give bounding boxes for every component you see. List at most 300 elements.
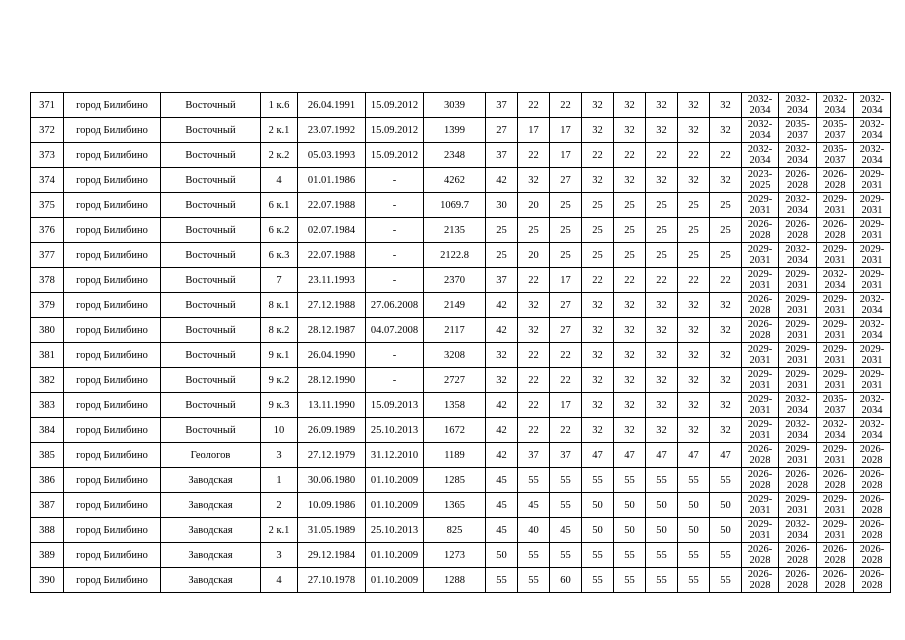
commission-date-cell: 23.07.1992 — [298, 118, 366, 143]
area-cell: 1365 — [424, 493, 486, 518]
area-cell: 3208 — [424, 343, 486, 368]
house-number-cell: 9 к.2 — [261, 368, 298, 393]
commission-date-cell: 22.07.1988 — [298, 243, 366, 268]
row-number-cell: 380 — [31, 318, 64, 343]
wear-value-cell: 42 — [486, 318, 518, 343]
repair-date-cell: - — [366, 168, 424, 193]
repair-period-cell: 2035-2037 — [817, 118, 854, 143]
wear-value-cell: 32 — [710, 368, 742, 393]
wear-value-cell: 50 — [678, 493, 710, 518]
wear-value-cell: 22 — [518, 418, 550, 443]
repair-period-cell: 2032-2034 — [779, 193, 817, 218]
repair-period-cell: 2029-2031 — [817, 443, 854, 468]
wear-value-cell: 50 — [486, 543, 518, 568]
repair-period-cell: 2029-2031 — [854, 368, 891, 393]
wear-value-cell: 22 — [582, 143, 614, 168]
wear-value-cell: 47 — [582, 443, 614, 468]
repair-period-cell: 2026-2028 — [742, 543, 779, 568]
wear-value-cell: 32 — [614, 343, 646, 368]
wear-value-cell: 37 — [486, 93, 518, 118]
wear-value-cell: 32 — [582, 93, 614, 118]
repair-period-cell: 2032-2034 — [779, 93, 817, 118]
wear-value-cell: 42 — [486, 168, 518, 193]
repair-period-cell: 2032-2034 — [779, 418, 817, 443]
city-cell: город Билибино — [64, 93, 161, 118]
row-number-cell: 386 — [31, 468, 64, 493]
wear-value-cell: 22 — [550, 343, 582, 368]
wear-value-cell: 32 — [678, 118, 710, 143]
wear-value-cell: 27 — [550, 293, 582, 318]
row-number-cell: 390 — [31, 568, 64, 593]
repair-period-cell: 2029-2031 — [742, 368, 779, 393]
commission-date-cell: 30.06.1980 — [298, 468, 366, 493]
table-row — [31, 118, 891, 143]
house-number-cell: 2 к.1 — [261, 118, 298, 143]
repair-period-cell: 2026-2028 — [817, 468, 854, 493]
wear-value-cell: 32 — [582, 318, 614, 343]
wear-value-cell: 32 — [710, 318, 742, 343]
wear-value-cell: 25 — [646, 218, 678, 243]
repair-period-cell: 2032-2034 — [854, 293, 891, 318]
repair-period-cell: 2029-2031 — [742, 518, 779, 543]
repair-period-cell: 2029-2031 — [779, 293, 817, 318]
street-cell: Восточный — [161, 293, 261, 318]
repair-period-cell: 2029-2031 — [742, 393, 779, 418]
repair-period-cell: 2029-2031 — [854, 168, 891, 193]
repair-period-cell: 2026-2028 — [854, 493, 891, 518]
wear-value-cell: 22 — [518, 393, 550, 418]
repair-period-cell: 2029-2031 — [817, 518, 854, 543]
wear-value-cell: 45 — [486, 468, 518, 493]
repair-date-cell: - — [366, 218, 424, 243]
wear-value-cell: 32 — [518, 318, 550, 343]
wear-value-cell: 55 — [550, 493, 582, 518]
repair-date-cell: 25.10.2013 — [366, 418, 424, 443]
wear-value-cell: 32 — [582, 168, 614, 193]
house-number-cell: 10 — [261, 418, 298, 443]
wear-value-cell: 25 — [710, 218, 742, 243]
row-number-cell: 382 — [31, 368, 64, 393]
wear-value-cell: 45 — [486, 518, 518, 543]
wear-value-cell: 55 — [486, 568, 518, 593]
repair-period-cell: 2026-2028 — [779, 468, 817, 493]
wear-value-cell: 22 — [614, 268, 646, 293]
table-row — [31, 368, 891, 393]
wear-value-cell: 17 — [550, 393, 582, 418]
wear-value-cell: 20 — [518, 193, 550, 218]
street-cell: Восточный — [161, 143, 261, 168]
commission-date-cell: 27.12.1979 — [298, 443, 366, 468]
wear-value-cell: 32 — [582, 118, 614, 143]
wear-value-cell: 32 — [486, 368, 518, 393]
wear-value-cell: 32 — [646, 418, 678, 443]
row-number-cell: 378 — [31, 268, 64, 293]
street-cell: Заводская — [161, 568, 261, 593]
repair-period-cell: 2035-2037 — [817, 393, 854, 418]
wear-value-cell: 32 — [614, 118, 646, 143]
repair-period-cell: 2032-2034 — [854, 318, 891, 343]
wear-value-cell: 55 — [614, 543, 646, 568]
street-cell: Заводская — [161, 468, 261, 493]
wear-value-cell: 25 — [582, 243, 614, 268]
repair-period-cell: 2029-2031 — [742, 418, 779, 443]
city-cell: город Билибино — [64, 193, 161, 218]
house-number-cell: 9 к.3 — [261, 393, 298, 418]
repair-date-cell: 15.09.2013 — [366, 393, 424, 418]
street-cell: Заводская — [161, 518, 261, 543]
repair-period-cell: 2026-2028 — [779, 543, 817, 568]
city-cell: город Билибино — [64, 393, 161, 418]
wear-value-cell: 50 — [710, 493, 742, 518]
house-number-cell: 1 — [261, 468, 298, 493]
area-cell: 2122.8 — [424, 243, 486, 268]
repair-date-cell: 25.10.2013 — [366, 518, 424, 543]
wear-value-cell: 50 — [614, 518, 646, 543]
housing-repair-table — [30, 92, 891, 593]
row-number-cell: 376 — [31, 218, 64, 243]
repair-period-cell: 2032-2034 — [854, 118, 891, 143]
row-number-cell: 377 — [31, 243, 64, 268]
repair-period-cell: 2029-2031 — [779, 493, 817, 518]
wear-value-cell: 55 — [518, 468, 550, 493]
area-cell: 2135 — [424, 218, 486, 243]
city-cell: город Билибино — [64, 418, 161, 443]
repair-period-cell: 2029-2031 — [742, 193, 779, 218]
repair-period-cell: 2026-2028 — [742, 468, 779, 493]
wear-value-cell: 22 — [710, 268, 742, 293]
commission-date-cell: 01.01.1986 — [298, 168, 366, 193]
house-number-cell: 4 — [261, 568, 298, 593]
repair-period-cell: 2029-2031 — [854, 268, 891, 293]
wear-value-cell: 25 — [550, 243, 582, 268]
repair-period-cell: 2032-2034 — [854, 393, 891, 418]
wear-value-cell: 22 — [678, 143, 710, 168]
repair-date-cell: 31.12.2010 — [366, 443, 424, 468]
city-cell: город Билибино — [64, 568, 161, 593]
wear-value-cell: 32 — [678, 368, 710, 393]
commission-date-cell: 02.07.1984 — [298, 218, 366, 243]
repair-period-cell: 2029-2031 — [854, 243, 891, 268]
wear-value-cell: 50 — [710, 518, 742, 543]
area-cell: 2370 — [424, 268, 486, 293]
wear-value-cell: 55 — [678, 568, 710, 593]
row-number-cell: 389 — [31, 543, 64, 568]
wear-value-cell: 22 — [518, 143, 550, 168]
area-cell: 1273 — [424, 543, 486, 568]
wear-value-cell: 37 — [518, 443, 550, 468]
repair-date-cell: 01.10.2009 — [366, 468, 424, 493]
wear-value-cell: 32 — [518, 293, 550, 318]
wear-value-cell: 32 — [582, 293, 614, 318]
wear-value-cell: 25 — [614, 218, 646, 243]
wear-value-cell: 32 — [646, 343, 678, 368]
table-row — [31, 268, 891, 293]
wear-value-cell: 22 — [518, 343, 550, 368]
wear-value-cell: 32 — [646, 93, 678, 118]
wear-value-cell: 25 — [678, 218, 710, 243]
wear-value-cell: 42 — [486, 418, 518, 443]
city-cell: город Билибино — [64, 493, 161, 518]
wear-value-cell: 37 — [486, 143, 518, 168]
repair-period-cell: 2026-2028 — [854, 518, 891, 543]
repair-period-cell: 2032-2034 — [817, 268, 854, 293]
table-row — [31, 418, 891, 443]
commission-date-cell: 23.11.1993 — [298, 268, 366, 293]
wear-value-cell: 32 — [614, 93, 646, 118]
street-cell: Восточный — [161, 393, 261, 418]
repair-period-cell: 2032-2034 — [817, 93, 854, 118]
wear-value-cell: 42 — [486, 293, 518, 318]
wear-value-cell: 47 — [710, 443, 742, 468]
repair-date-cell: - — [366, 243, 424, 268]
wear-value-cell: 50 — [678, 518, 710, 543]
commission-date-cell: 13.11.1990 — [298, 393, 366, 418]
wear-value-cell: 32 — [710, 93, 742, 118]
wear-value-cell: 25 — [486, 218, 518, 243]
area-cell: 1672 — [424, 418, 486, 443]
repair-date-cell: 15.09.2012 — [366, 143, 424, 168]
wear-value-cell: 25 — [518, 218, 550, 243]
repair-date-cell: 01.10.2009 — [366, 543, 424, 568]
wear-value-cell: 32 — [646, 118, 678, 143]
house-number-cell: 2 — [261, 493, 298, 518]
house-number-cell: 6 к.2 — [261, 218, 298, 243]
wear-value-cell: 25 — [614, 243, 646, 268]
wear-value-cell: 55 — [582, 568, 614, 593]
wear-value-cell: 32 — [614, 293, 646, 318]
wear-value-cell: 22 — [646, 268, 678, 293]
table-row — [31, 443, 891, 468]
repair-date-cell: - — [366, 343, 424, 368]
repair-period-cell: 2026-2028 — [854, 443, 891, 468]
wear-value-cell: 32 — [646, 293, 678, 318]
wear-value-cell: 55 — [710, 468, 742, 493]
commission-date-cell: 26.04.1991 — [298, 93, 366, 118]
street-cell: Восточный — [161, 368, 261, 393]
house-number-cell: 6 к.1 — [261, 193, 298, 218]
table-row — [31, 243, 891, 268]
city-cell: город Билибино — [64, 543, 161, 568]
repair-period-cell: 2029-2031 — [817, 293, 854, 318]
wear-value-cell: 22 — [614, 143, 646, 168]
wear-value-cell: 22 — [678, 268, 710, 293]
repair-period-cell: 2029-2031 — [854, 193, 891, 218]
table-row — [31, 518, 891, 543]
street-cell: Заводская — [161, 543, 261, 568]
repair-period-cell: 2026-2028 — [854, 468, 891, 493]
house-number-cell: 6 к.3 — [261, 243, 298, 268]
wear-value-cell: 27 — [550, 168, 582, 193]
wear-value-cell: 55 — [646, 543, 678, 568]
repair-date-cell: 01.10.2009 — [366, 568, 424, 593]
house-number-cell: 1 к.6 — [261, 93, 298, 118]
wear-value-cell: 55 — [518, 568, 550, 593]
wear-value-cell: 47 — [646, 443, 678, 468]
repair-period-cell: 2029-2031 — [779, 318, 817, 343]
row-number-cell: 384 — [31, 418, 64, 443]
wear-value-cell: 32 — [614, 168, 646, 193]
table-row — [31, 493, 891, 518]
wear-value-cell: 25 — [550, 193, 582, 218]
city-cell: город Билибино — [64, 368, 161, 393]
city-cell: город Билибино — [64, 343, 161, 368]
wear-value-cell: 32 — [582, 418, 614, 443]
repair-period-cell: 2026-2028 — [779, 568, 817, 593]
table-row — [31, 168, 891, 193]
row-number-cell: 381 — [31, 343, 64, 368]
wear-value-cell: 27 — [486, 118, 518, 143]
wear-value-cell: 32 — [710, 293, 742, 318]
city-cell: город Билибино — [64, 268, 161, 293]
table-row — [31, 468, 891, 493]
wear-value-cell: 32 — [678, 393, 710, 418]
repair-period-cell: 2026-2028 — [854, 543, 891, 568]
wear-value-cell: 55 — [646, 468, 678, 493]
wear-value-cell: 32 — [678, 293, 710, 318]
wear-value-cell: 25 — [710, 243, 742, 268]
wear-value-cell: 25 — [486, 243, 518, 268]
wear-value-cell: 60 — [550, 568, 582, 593]
row-number-cell: 374 — [31, 168, 64, 193]
wear-value-cell: 55 — [582, 543, 614, 568]
repair-period-cell: 2029-2031 — [854, 218, 891, 243]
repair-date-cell: - — [366, 268, 424, 293]
repair-period-cell: 2029-2031 — [817, 493, 854, 518]
wear-value-cell: 17 — [550, 143, 582, 168]
city-cell: город Билибино — [64, 118, 161, 143]
repair-period-cell: 2029-2031 — [742, 243, 779, 268]
wear-value-cell: 37 — [550, 443, 582, 468]
wear-value-cell: 47 — [614, 443, 646, 468]
street-cell: Восточный — [161, 168, 261, 193]
repair-period-cell: 2035-2037 — [817, 143, 854, 168]
commission-date-cell: 27.10.1978 — [298, 568, 366, 593]
city-cell: город Билибино — [64, 243, 161, 268]
street-cell: Восточный — [161, 343, 261, 368]
area-cell: 825 — [424, 518, 486, 543]
repair-period-cell: 2026-2028 — [854, 568, 891, 593]
wear-value-cell: 32 — [678, 168, 710, 193]
wear-value-cell: 55 — [614, 468, 646, 493]
wear-value-cell: 50 — [614, 493, 646, 518]
wear-value-cell: 55 — [678, 468, 710, 493]
wear-value-cell: 50 — [646, 518, 678, 543]
repair-period-cell: 2029-2031 — [779, 268, 817, 293]
area-cell: 2727 — [424, 368, 486, 393]
repair-date-cell: 27.06.2008 — [366, 293, 424, 318]
repair-period-cell: 2029-2031 — [779, 368, 817, 393]
wear-value-cell: 50 — [582, 518, 614, 543]
commission-date-cell: 28.12.1987 — [298, 318, 366, 343]
row-number-cell: 371 — [31, 93, 64, 118]
table-row — [31, 393, 891, 418]
wear-value-cell: 22 — [518, 268, 550, 293]
street-cell: Заводская — [161, 493, 261, 518]
area-cell: 2348 — [424, 143, 486, 168]
city-cell: город Билибино — [64, 218, 161, 243]
wear-value-cell: 32 — [582, 393, 614, 418]
wear-value-cell: 55 — [582, 468, 614, 493]
repair-period-cell: 2032-2034 — [779, 393, 817, 418]
house-number-cell: 2 к.1 — [261, 518, 298, 543]
repair-period-cell: 2032-2034 — [854, 143, 891, 168]
repair-period-cell: 2032-2034 — [779, 143, 817, 168]
area-cell: 3039 — [424, 93, 486, 118]
repair-period-cell: 2026-2028 — [742, 568, 779, 593]
wear-value-cell: 47 — [678, 443, 710, 468]
repair-period-cell: 2032-2034 — [854, 93, 891, 118]
repair-period-cell: 2032-2034 — [854, 418, 891, 443]
repair-period-cell: 2029-2031 — [854, 343, 891, 368]
repair-period-cell: 2026-2028 — [742, 318, 779, 343]
wear-value-cell: 32 — [582, 368, 614, 393]
wear-value-cell: 32 — [518, 168, 550, 193]
wear-value-cell: 55 — [710, 543, 742, 568]
wear-value-cell: 22 — [582, 268, 614, 293]
commission-date-cell: 10.09.1986 — [298, 493, 366, 518]
house-number-cell: 3 — [261, 443, 298, 468]
wear-value-cell: 50 — [646, 493, 678, 518]
wear-value-cell: 55 — [550, 468, 582, 493]
repair-period-cell: 2026-2028 — [817, 168, 854, 193]
wear-value-cell: 25 — [710, 193, 742, 218]
row-number-cell: 388 — [31, 518, 64, 543]
wear-value-cell: 25 — [614, 193, 646, 218]
table-row — [31, 568, 891, 593]
wear-value-cell: 27 — [550, 318, 582, 343]
repair-date-cell: 01.10.2009 — [366, 493, 424, 518]
wear-value-cell: 32 — [614, 393, 646, 418]
wear-value-cell: 25 — [646, 193, 678, 218]
wear-value-cell: 32 — [646, 368, 678, 393]
repair-period-cell: 2029-2031 — [817, 243, 854, 268]
repair-date-cell: 04.07.2008 — [366, 318, 424, 343]
wear-value-cell: 55 — [550, 543, 582, 568]
wear-value-cell: 50 — [582, 493, 614, 518]
row-number-cell: 385 — [31, 443, 64, 468]
area-cell: 1189 — [424, 443, 486, 468]
city-cell: город Билибино — [64, 518, 161, 543]
area-cell: 1288 — [424, 568, 486, 593]
city-cell: город Билибино — [64, 293, 161, 318]
street-cell: Восточный — [161, 118, 261, 143]
wear-value-cell: 32 — [710, 393, 742, 418]
wear-value-cell: 22 — [550, 418, 582, 443]
wear-value-cell: 32 — [646, 168, 678, 193]
row-number-cell: 383 — [31, 393, 64, 418]
area-cell: 1069.7 — [424, 193, 486, 218]
table-row — [31, 193, 891, 218]
city-cell: город Билибино — [64, 443, 161, 468]
wear-value-cell: 55 — [518, 543, 550, 568]
wear-value-cell: 32 — [614, 418, 646, 443]
city-cell: город Билибино — [64, 318, 161, 343]
city-cell: город Билибино — [64, 143, 161, 168]
repair-period-cell: 2026-2028 — [742, 293, 779, 318]
wear-value-cell: 32 — [710, 168, 742, 193]
wear-value-cell: 32 — [678, 93, 710, 118]
repair-period-cell: 2032-2034 — [779, 243, 817, 268]
wear-value-cell: 45 — [550, 518, 582, 543]
row-number-cell: 373 — [31, 143, 64, 168]
house-number-cell: 3 — [261, 543, 298, 568]
wear-value-cell: 22 — [550, 368, 582, 393]
table-row — [31, 543, 891, 568]
commission-date-cell: 05.03.1993 — [298, 143, 366, 168]
city-cell: город Билибино — [64, 468, 161, 493]
repair-period-cell: 2032-2034 — [742, 93, 779, 118]
street-cell: Геологов — [161, 443, 261, 468]
